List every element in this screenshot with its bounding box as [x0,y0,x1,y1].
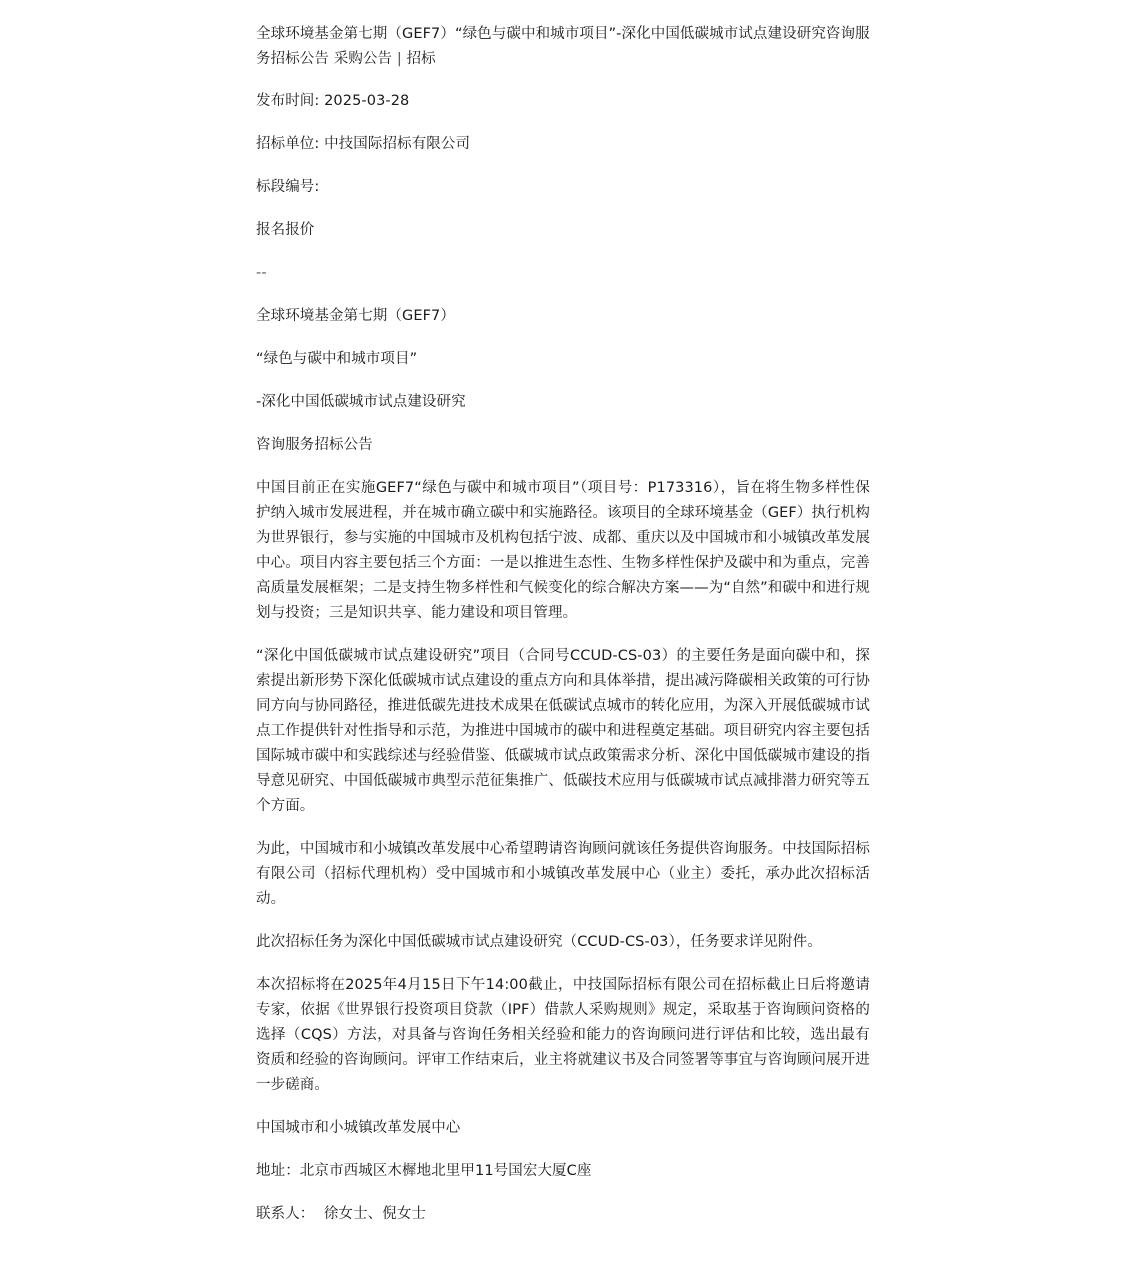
paragraph-task-description: “深化中国低碳城市试点建设研究”项目（合同号CCUD-CS-03）的主要任务是面向碳中和，探索提出新形势下深化低碳城市试点建设的重点方向和具体举措，提出减污降碳相关政策的可行协同方向与协同路径，推进低碳先进技术成果在低碳试点城市的转化应用，为深入开展低碳城市试点工作提供针对性指导和示范，为推进中国城市的碳中和进程奠定基础。项目研究内容主要包括国际城市碳中和实践综述与经验借鉴、低碳城市试点政策需求分析、深化中国低碳城市建设的指导意见研究、中国低碳城市典型示范征集推广、低碳技术应用与低碳城市试点减排潜力研究等五个方面。 [256,648,870,814]
publish-time-value: 2025-03-28 [324,93,410,109]
heading-line-2: “绿色与碳中和城市项目” [256,351,418,367]
publish-time [256,89,870,114]
article-title [256,22,870,72]
separator: -- [256,265,267,281]
heading-line-1: 全球环境基金第七期（GEF7） [256,308,455,324]
category-secondary-link[interactable]: 招标 [406,51,436,67]
category-primary: 采购公告 [333,51,393,67]
category-divider: | [396,51,402,67]
article [256,22,870,1245]
paragraph-agency: 为此，中国城市和小城镇改革发展中心希望聘请咨询顾问就该任务提供咨询服务。中技国际招标有限公司（招标代理机构）受中国城市和小城镇改革发展中心（业主）委托，承办此次招标活动。 [256,841,870,907]
paragraph-deadline: 本次招标将在2025年4月15日下午14:00截止，中技国际招标有限公司在招标截止日后将邀请专家，依据《世界银行投资项目贷款（IPF）借款人采购规则》规定，采取基于咨询顾问资格的选择（CQS）方法，对具备与咨询任务相关经验和能力的咨询顾问进行评估和比较，选出最有资质和经验的咨询顾问。评审工作结束后，业主将就建议书及合同签署等事宜与咨询顾问展开进一步磋商。 [256,977,870,1093]
paragraph-task-scope: 此次招标任务为深化中国低碳城市试点建设研究（CCUD-CS-03），任务要求详见附件。 [256,934,822,950]
publish-time-label: 发布时间: [256,93,320,109]
signup-quote: 报名报价 [256,222,315,238]
contact-organization: 中国城市和小城镇改革发展中心 [256,1120,461,1136]
heading-line-3: -深化中国低碳城市试点建设研究 [256,394,466,410]
contact-person: 联系人： 徐女士、倪女士 [256,1206,427,1222]
section-number-label: 标段编号: [256,179,320,195]
contact-address: 地址：北京市西城区木樨地北里甲11号国宏大厦C座 [256,1163,592,1179]
paragraph-project-intro: 中国目前正在实施GEF7“绿色与碳中和城市项目”（项目号：P173316），旨在将生物多样性保护纳入城市发展进程，并在城市确立碳中和实施路径。该项目的全球环境基金（GEF）执行机构为世界银行，参与实施的中国城市及机构包括宁波、成都、重庆以及中国城市和小城镇改革发展中心。项目内容主要包括三个方面：一是以推进生态性、生物多样性保护及碳中和为重点，完善高质量发展框架；二是支持生物多样性和气候变化的综合解决方案——为“自然”和碳中和进行规划与投资；三是知识共享、能力建设和项目管理。 [256,480,870,621]
tender-unit [256,132,870,157]
section-number [256,175,870,200]
heading-line-4: 咨询服务招标公告 [256,437,373,453]
tender-unit-value: 中技国际招标有限公司 [324,136,471,152]
tender-unit-label: 招标单位: [256,136,320,152]
title-text: 全球环境基金第七期（GEF7）“绿色与碳中和城市项目”-深化中国低碳城市试点建设研究咨询服务招标公告 [256,26,870,67]
